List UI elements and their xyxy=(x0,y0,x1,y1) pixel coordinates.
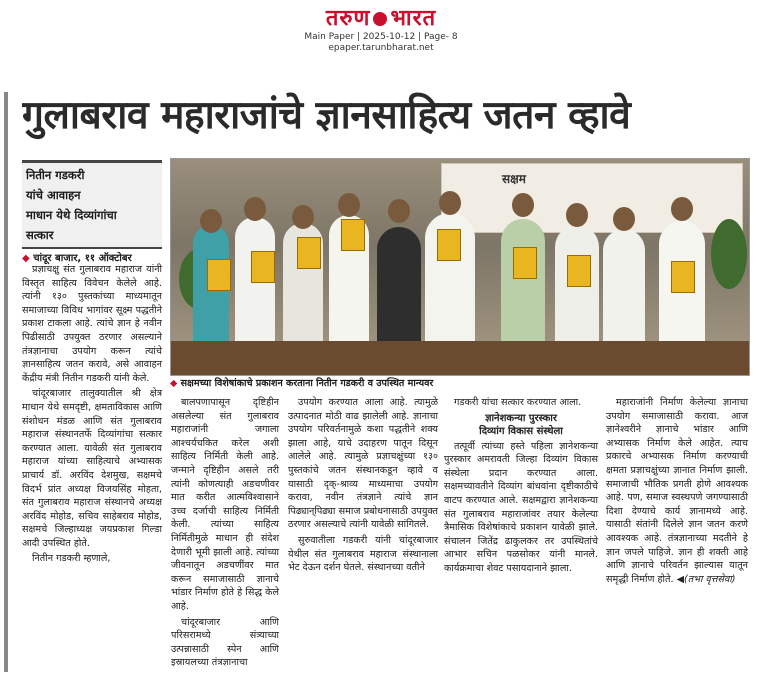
column-3 xyxy=(288,396,438,577)
event-photo[interactable] xyxy=(170,158,750,376)
subhead-line-4: सत्कार xyxy=(26,228,54,242)
newspaper-logo[interactable] xyxy=(0,6,762,30)
logo-emblem-icon xyxy=(373,12,387,26)
person-head xyxy=(338,193,360,217)
paragraph xyxy=(606,396,748,586)
article-subhead xyxy=(22,160,162,249)
event-banner xyxy=(441,163,743,233)
article-headline: गुलाबराव महाराजांचे ज्ञानसाहित्य जतन व्हावे xyxy=(22,93,631,138)
paragraph: चांदूरबाजार आणि परिसरामध्ये संत्र्याच्या उत्पन्नासाठी स्पेन आणि इस्रायलच्या तंत्रज्ञानाचा xyxy=(171,616,279,669)
person-head xyxy=(244,197,266,221)
banner-logo-text: सक्षम xyxy=(502,172,526,186)
flower-decoration xyxy=(711,219,747,289)
person-head xyxy=(200,209,222,233)
subhead-line-2: यांचे आवाहन xyxy=(26,188,81,202)
paragraph: सुरुवातीला गडकरी यांनी चांदूरबाजार येथील संत गुलाबराव महाराज संस्थानाला भेट देऊन दर्शन घेतले. संस्थानच्या वतीने xyxy=(288,534,438,574)
subhead-line-1: नितीन गडकरी xyxy=(26,168,85,182)
paragraph: तत्पूर्वी त्यांच्या हस्ते पहिला ज्ञानेशकन्या पुरस्कार अमरावती जिल्हा दिव्यांग विकास संस्थेला प्रदान करण्यात आला. सक्षमच्यावतीने दिव्यांग बांधवांना दृष्टीकाठीचे वाटप करण्यात आले. सक्षमद्वारा ज्ञानेशकन्या संत गुलाबराव महाराजांवर तयार केलेल्या त्रैमासिक विशेषांकाचे प्रकाशन यावेळी झाले. संचालन जितेंद्र ढाकुलकर तर उपस्थितांचे आभार सचिन पळसोकर यांनी मानले. कार्यक्रमाचा शेवट पसायदानाने झाला. xyxy=(444,440,598,574)
logo-right-text: भारत xyxy=(390,5,437,31)
magazine-copy xyxy=(207,259,231,291)
logo-left-text: तरुण xyxy=(325,5,371,31)
magazine-copy xyxy=(341,219,365,251)
diamond-bullet-icon: ◆ xyxy=(22,253,30,264)
magazine-copy xyxy=(251,251,275,283)
person-head xyxy=(512,193,534,217)
photo-caption xyxy=(170,377,748,390)
magazine-copy xyxy=(567,255,591,287)
column-5 xyxy=(606,396,748,588)
magazine-copy xyxy=(437,229,461,261)
person-head xyxy=(671,197,693,221)
magazine-copy xyxy=(297,237,321,269)
epaper-url[interactable]: epaper.tarunbharat.net xyxy=(328,43,434,53)
magazine-copy xyxy=(513,247,537,279)
dateline xyxy=(22,250,132,264)
column-rule xyxy=(4,92,8,672)
news-agency-credit: (तभा वृत्तसेवा) xyxy=(684,573,736,585)
magazine-copy xyxy=(671,261,695,293)
column-1 xyxy=(22,263,162,568)
paragraph: गडकरी यांचा सत्कार करण्यात आला. xyxy=(454,397,582,408)
person-head xyxy=(292,205,314,229)
dateline-text: चांदूर बाजार, ११ ऑक्टोबर xyxy=(33,253,132,264)
edition-meta: Main Paper | 2025-10-12 | Page- 8 xyxy=(304,32,458,42)
person-head xyxy=(439,191,461,215)
paragraph: उपयोग करण्यात आला आहे. त्यामुळे उत्पादनात मोठी वाढ झालेली आहे. ज्ञानाचा उपयोग परिवर्तनामुळे कशा पद्धतीने शक्य झाला आहे, याचे उदाहरण पातून दिसून आलेले आहे. त्यामुळे प्रज्ञाचक्षुंच्या १३० पुस्तकांचे जतन संस्थानकडून व्हावे व यासाठी दृक्-श्राव्य माध्यमाचा उपयोग करावा, नवीन तंत्रज्ञाने त्यांचे ज्ञान पिढ्यान्‌पिढ्या समाज प्रबोधनासाठी उपयुक्त ठरणार असल्याचे त्यांनी यावेळी सांगितले. xyxy=(288,397,438,531)
subhead-line-3: माधान येथे दिव्यांगांचा xyxy=(26,208,117,222)
person-head xyxy=(566,203,588,227)
diamond-bullet-icon: ◆ xyxy=(170,378,178,389)
person-head xyxy=(388,199,410,223)
column-2 xyxy=(171,396,279,672)
person-head xyxy=(613,207,635,231)
paragraph: बालपणापासून दृष्टिहीन असलेल्या संत गुलाबराव महाराजांनी जगाला आश्चर्यचकित करेल अशी साहित्य निर्मिती केली आहे. जन्माने दृष्टिहीन असले तरी त्यांनी कोणत्याही अडचणीवर मात करीत आत्मविश्वासाने उच्च दर्जाची साहित्य निर्मिती केली. त्यांच्या साहित्य निर्मितीमुळे माधान ही संदेश देणारी भूमी झाली आहे. त्यांच्या जीवनातून अडचणींवर मात करून समाजासाठी ज्ञानाचे भांडार निर्माण होते हे सिद्ध केले आहे. xyxy=(171,397,279,612)
column-4 xyxy=(444,396,598,578)
paragraph-text: महाराजांनी निर्माण केलेल्या ज्ञानाचा उपयोग समाजासाठी करावा. आज ज्ञानेश्वरीने ज्ञानाचे भांडार आणि अभ्यासक निर्माण केले आहेत. त्याच प्रकारचे अभ्यासक निर्माण करण्याची क्षमता प्रज्ञाचक्षुंच्या ज्ञानात निर्माण झाली. समाजाची भौतिक प्रगती होणे आवश्यक आहे. पण, समाज स्वस्थपणे जगण्यासाठी दिशा देण्याचे कार्य ज्ञानामध्ये आहे. यासाठी संतांनी दिलेले ज्ञान जतन करणे आवश्यक आहे. तंत्रज्ञानाच्या मदतीने हे ज्ञान जपले पाहिजे. ज्ञान ही शक्ती आहे आणि ज्ञानाचे परिवर्तन झाल्यास यातून समृद्धी निर्माण होते. xyxy=(606,397,748,585)
section-heading-line-1: ज्ञानेशकन्या पुरस्कार xyxy=(485,412,557,424)
caption-text: सक्षमच्या विशेषांकाचे प्रकाशन करताना नितीन गडकरी व उपस्थित मान्यवर xyxy=(180,378,434,389)
section-heading-line-2: दिव्यांग विकास संस्थेला xyxy=(479,425,563,437)
paragraph: नितीन गडकरी म्हणाले, xyxy=(32,553,111,565)
stage-table xyxy=(171,341,749,375)
paragraph: चांदूरबाजार तालुक्यातील श्री क्षेत्र माधान येथे समदृष्टी, क्षमताविकास आणि संशोधन मंडळ आणि संत गुलाबराव महाराज संस्थानतर्फे दिव्यांगांचा सत्कार करण्यात आला. यावेळी संत गुलाबराव महाराज यांच्या साहित्याचे अभ्यासक प्राचार्य डॉ. अरविंद देशमुख, सक्षमचे विदर्भ प्रांत अध्यक्ष विजयसिंह मोहता, संत गुलाबराव महाराज संस्थानचे अध्यक्ष अरविंद मोहोड, सचिव साहेबराव मोहोड, सक्षमचे जिल्हाध्यक्ष जयप्रकाश गिल्डा आदी उपस्थित होते. xyxy=(22,388,162,549)
paragraph: प्रज्ञाचक्षु संत गुलाबराव महाराज यांनी विस्तृत साहित्य विवेचन केलेले आहे. त्यांनी १३० पुस्तकांच्या माध्यमातून समाजाच्या विविध भागांवर सूक्ष्म पद्धतीने प्रकाश टाकला आहे. त्यांचे ज्ञान हे नवीन पिढीसाठी उपयुक्त ठरणार असल्याने तंत्रज्ञानाचा उपयोग करून त्यांचे ज्ञानसाहित्य जतन करावे, असे आवाहन केंद्रीय मंत्री नितीन गडकरी यांनी केले. xyxy=(22,264,162,384)
section-heading xyxy=(444,412,598,438)
credit-marker-icon: ◀ xyxy=(676,573,684,585)
masthead xyxy=(0,6,762,54)
